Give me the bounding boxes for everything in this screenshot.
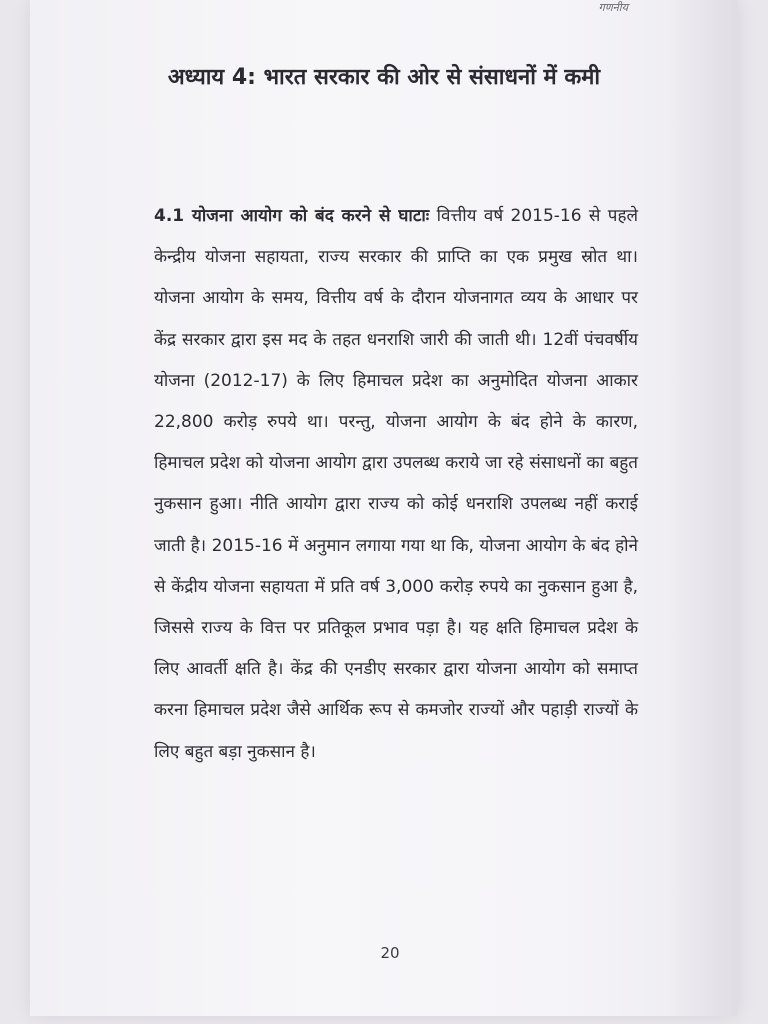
running-head: गणनीय [598,1,628,14]
paragraph-text: वित्तीय वर्ष 2015-16 से पहले केन्द्रीय योजना सहायता, राज्य सरकार की प्राप्ति का एक प्रमुख स्रोत था। योजना आयोग के समय, वित्तीय वर्ष के दौरान योजनागत व्यय के आधार पर केंद्र सरकार द्वारा इस मद के तहत धनराशि जारी की जाती थी। 12वीं पंचवर्षीय योजना (2012-17) के लिए हिमाचल प्रदेश का अनुमोदित योजना आकार 22,800 करोड़ रुपये था। परन्तु, योजना आयोग के बंद होने के कारण, हिमाचल प्रदेश को योजना आयोग द्वारा उपलब्ध कराये जा रहे संसाधनों का बहुत नुकसान हुआ। नीति आयोग द्वारा राज्य को कोई धनराशि उपलब्ध नहीं कराई जाती है। 2015-16 में अनुमान लगाया गया था कि, योजना आयोग के बंद होने से केंद्रीय योजना सहायता में प्रति वर्ष 3,000 करोड़ रुपये का नुकसान हुआ है, जिससे राज्य के वित्त पर प्रतिकूल प्रभाव पड़ा है। यह क्षति हिमाचल प्रदेश के लिए आवर्ती क्षति है। केंद्र की एनडीए सरकार द्वारा योजना आयोग को समाप्त करना हिमाचल प्रदेश जैसे आर्थिक रूप से कमजोर राज्यों और पहाड़ी राज्यों के लिए बहुत बड़ा नुकसान है। [154,206,638,762]
page-number: 20 [380,944,400,962]
chapter-title: अध्याय 4: भारत सरकार की ओर से संसाधनों में कमी [167,65,601,90]
section-heading: 4.1 योजना आयोग को बंद करने से घाटाः [154,206,430,226]
section-body [154,196,638,773]
book-page [30,0,738,1016]
